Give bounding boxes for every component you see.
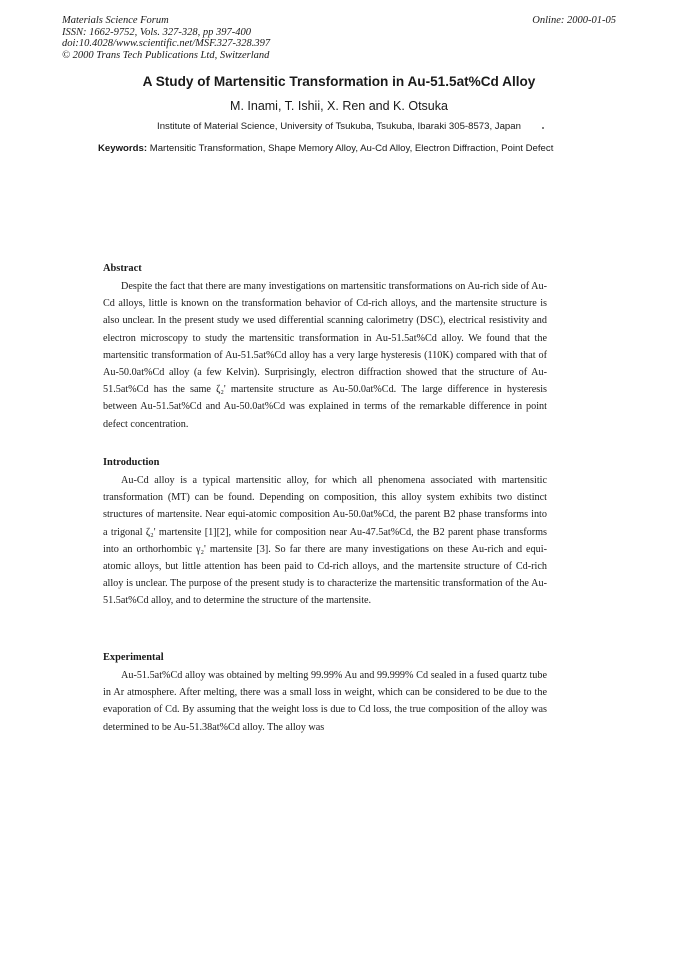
abstract-text: Despite the fact that there are many investigations on martensitic transformations on Au-rich side of Au-Cd alloys, little is known on the transformation behavior of Cd-rich alloys, and the martensite structure is also unclear. In the present study we used differential scanning calorimetry (DSC), electrical resistivity and electron microscopy to study the martensitic transformation in Au-51.5at%Cd alloy. We found that the martensitic transformation of Au-51.5at%Cd alloy has a very large hysteresis (110K) compared with that of Au-50.0at%Cd alloy (a few Kelvin). Surprisingly, electron diffraction showed that the structure of Au-51.5at%Cd has the same ζ₂' martensite structure as Au-50.0at%Cd. The large difference in hysteresis between Au-51.5at%Cd and Au-50.0at%Cd was explained in terms of the remarkable difference in point defect concentration. xyxy=(103,281,547,430)
copyright-line: © 2000 Trans Tech Publications Ltd, Switzerland xyxy=(62,49,270,61)
online-date: Online: 2000-01-05 xyxy=(532,15,616,26)
experimental-text: Au-51.5at%Cd alloy was obtained by melting 99.99% Au and 99.999% Cd sealed in a fused quartz tube in Ar atmosphere. After melting, there was a small loss in weight, which can be considered to be due to the evaporation of Cd. By assuming that the weight loss is due to Cd loss, the true composition of the alloy was determined to be Au-51.38at%Cd alloy. The alloy was xyxy=(103,670,547,733)
experimental-section xyxy=(103,652,547,736)
experimental-heading: Experimental xyxy=(103,652,164,663)
keywords-text: Martensitic Transformation, Shape Memory Alloy, Au-Cd Alloy, Electron Diffraction, Point Defect xyxy=(149,143,554,154)
introduction-heading: Introduction xyxy=(103,457,160,468)
stray-mark xyxy=(542,127,544,129)
abstract-heading: Abstract xyxy=(103,263,142,274)
introduction-text: Au-Cd alloy is a typical martensitic alloy, for which all phenomena associated with martensitic transformation (MT) can be found. Depending on composition, this alloy system exhibits two distinct structures of martensite. Near equi-atomic composition Au-50.0at%Cd, the parent B2 phase transforms into a trigonal ζ₂' martensite [1][2], while for composition near Au-47.5at%Cd, the B2 parent phase transforms into an orthorhombic γ₂' martensite [3]. So far there are many investigations on these Au-rich and equi-atomic alloys, but little attention has been paid to Cd-rich alloys, and the martensite structure of Cd-rich alloy is unclear. The purpose of the present study is to characterize the martensitic transformation of the Au-51.5at%Cd alloy, and to determine the structure of the martensite. xyxy=(103,475,547,607)
doi-link[interactable]: doi:10.4028/www.scientific.net/MSF.327-328.397 xyxy=(62,38,271,49)
keywords xyxy=(98,143,554,155)
issn-line: ISSN: 1662-9752, Vols. 327-328, pp 397-400 xyxy=(62,26,251,38)
introduction-section xyxy=(103,457,547,610)
keywords-label: Keywords: xyxy=(98,143,148,154)
publication-info xyxy=(62,15,270,61)
paper-title: A Study of Martensitic Transformation in Au-51.5at%Cd Alloy xyxy=(142,74,536,89)
author-list: M. Inami, T. Ishii, X. Ren and K. Otsuka xyxy=(230,99,448,113)
journal-name: Materials Science Forum xyxy=(62,15,169,26)
abstract-section xyxy=(103,263,547,433)
affiliation: Institute of Material Science, University of Tsukuba, Tsukuba, Ibaraki 305-8573, Japan xyxy=(157,121,521,132)
